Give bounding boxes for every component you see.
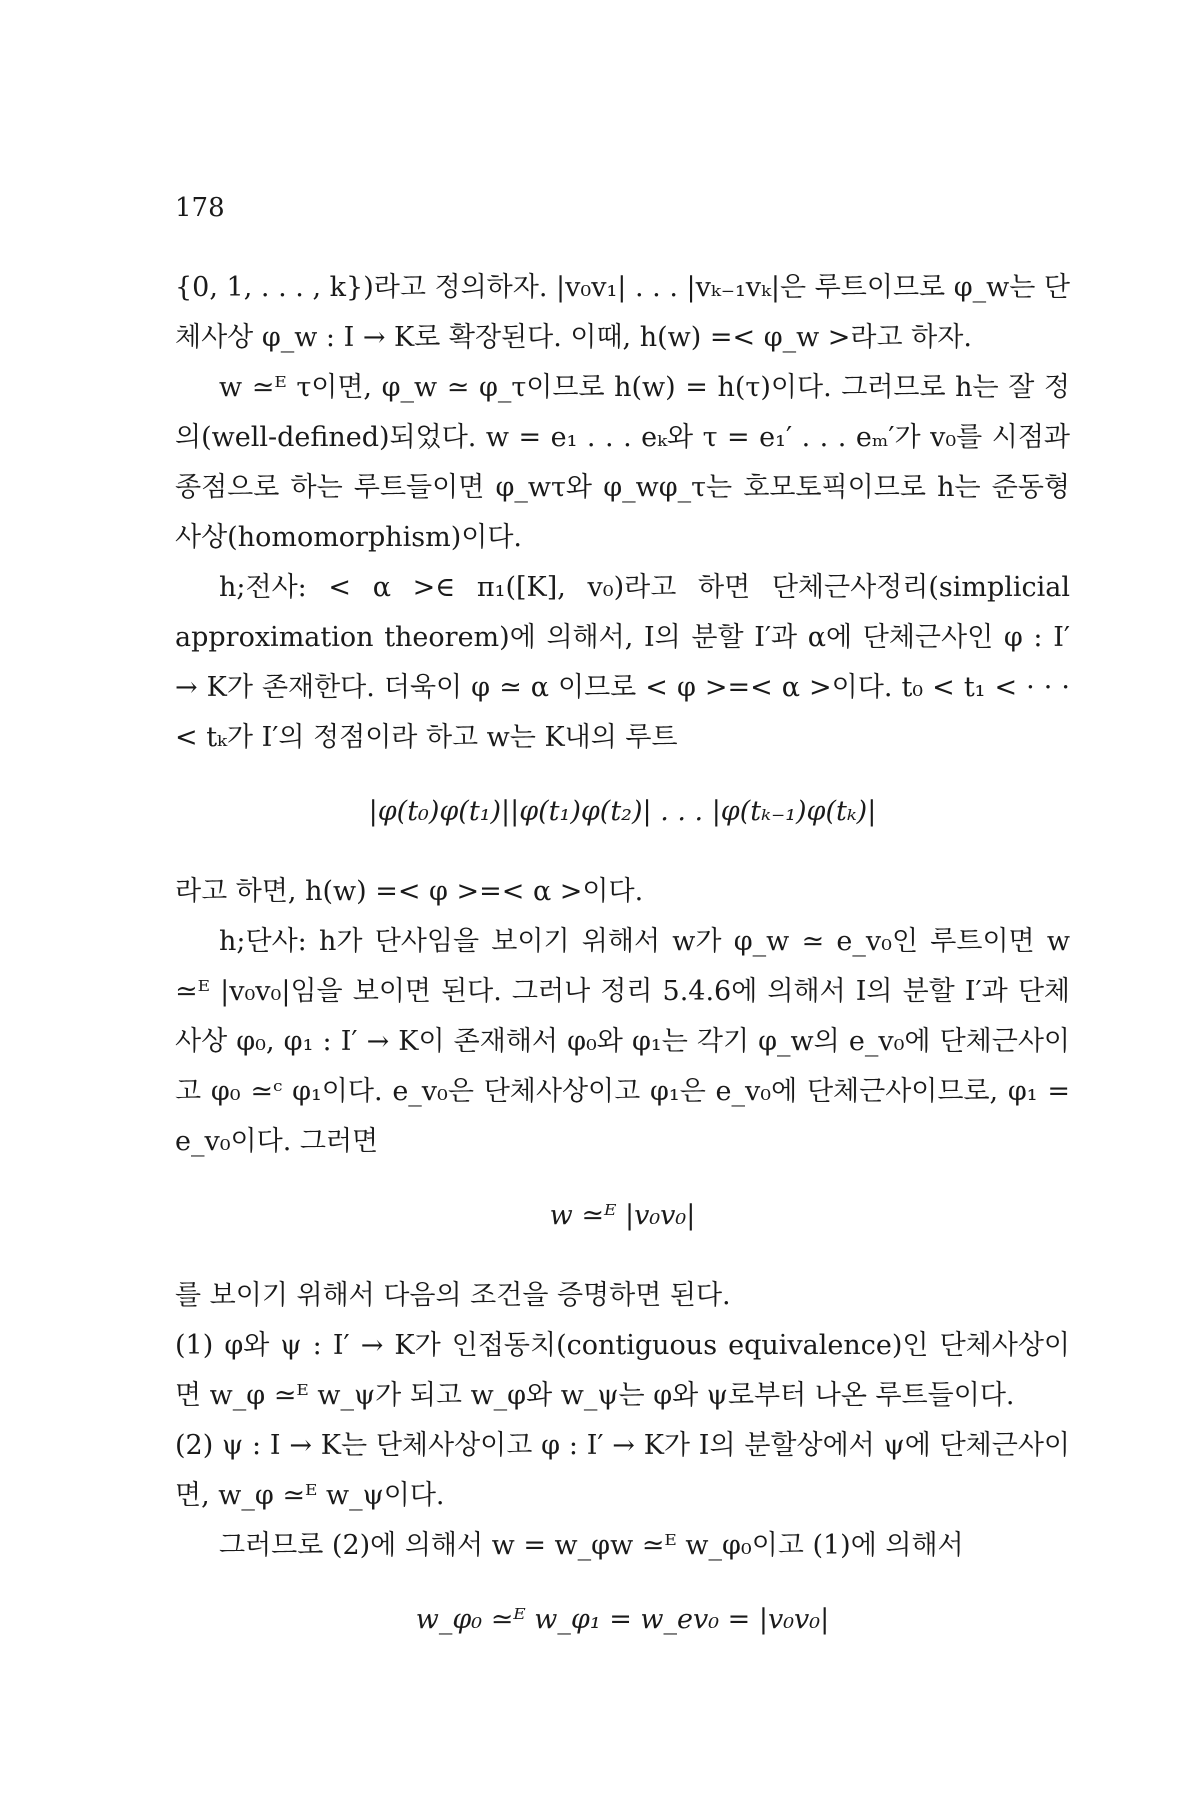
paragraph-surjective-conclusion: 라고 하면, h(w) =< φ >=< α >이다. (175, 876, 644, 907)
page-number: 178 (175, 193, 225, 223)
paragraph-injective: h;단사: h가 단사임을 보이기 위해서 w가 φ_w ≃ e_v₀인 루트이면 w ≃ᴱ |v₀v₀|임을 보이면 된다. 그러나 정리 5.4.6에 의해서 I의 분할 I′과 단체사상 φ₀, φ₁ : I′ → K이 존재해서 φ₀와 φ₁는 각기 φ_w의 e_v₀에 단체근사이고 φ₀ ≃ᶜ φ₁이다. e_v₀은 단체사상이고 φ₁은 e_v₀에 단체근사이므로, φ₁ = e_v₀이다. 그러면 (175, 926, 1070, 1157)
paragraph-definition: {0, 1, . . . , k})라고 정의하자. |v₀v₁| . . . |vₖ₋₁vₖ|은 루트이므로 φ_w는 단체사상 φ_w : I → K로 확장된다. 이때, h(w) =< φ_w >라고 하자. (175, 272, 1070, 353)
condition-2: (2) ψ : I → K는 단체사상이고 φ : I′ → K가 I의 분할상에서 ψ에 단체근사이면, w_φ ≃ᴱ w_ψ이다. (175, 1430, 1070, 1511)
paragraph-conditions-intro: 를 보이기 위해서 다음의 조건을 증명하면 된다. (175, 1280, 731, 1311)
condition-1: (1) φ와 ψ : I′ → K가 인접동치(contiguous equivalence)인 단체사상이면 w_φ ≃ᴱ w_ψ가 되고 w_φ와 w_ψ는 φ와 ψ로부터 나온 루트들이다. (175, 1330, 1070, 1411)
paragraph-well-defined: w ≃ᴱ τ이면, φ_w ≃ φ_τ이므로 h(w) = h(τ)이다. 그러므로 h는 잘 정의(well-defined)되었다. w = e₁ . . . eₖ와 τ = e₁′ . . . eₘ′가 v₀를 시점과 종점으로 하는 루트들이면 φ_wτ와 φ_wφ_τ는 호모토픽이므로 h는 준동형사상(homomorphism)이다. (175, 372, 1070, 553)
paragraph-surjective: h;전사: < α >∈ π₁([K], v₀)라고 하면 단체근사정리(simplicial approximation theorem)에 의해서, I의 분할 I′과 α에 단체근사인 φ : I′ → K가 존재한다. 더욱이 φ ≃ α 이므로 < φ >=< α >이다. t₀ < t₁ < · · · < tₖ가 I′의 정점이라 하고 w는 K내의 루트 (175, 572, 1070, 753)
display-equation-final: w_φ₀ ≃ᴱ w_φ₁ = w_ev₀ = |v₀v₀| (415, 1604, 830, 1635)
display-equation-trivial-route: w ≃ᴱ |v₀v₀| (549, 1200, 696, 1231)
paragraph-therefore: 그러므로 (2)에 의해서 w = w_φw ≃ᴱ w_φ₀이고 (1)에 의해서 (219, 1530, 964, 1561)
display-equation-route: |φ(t₀)φ(t₁)||φ(t₁)φ(t₂)| . . . |φ(tₖ₋₁)φ(tₖ)| (368, 796, 877, 827)
